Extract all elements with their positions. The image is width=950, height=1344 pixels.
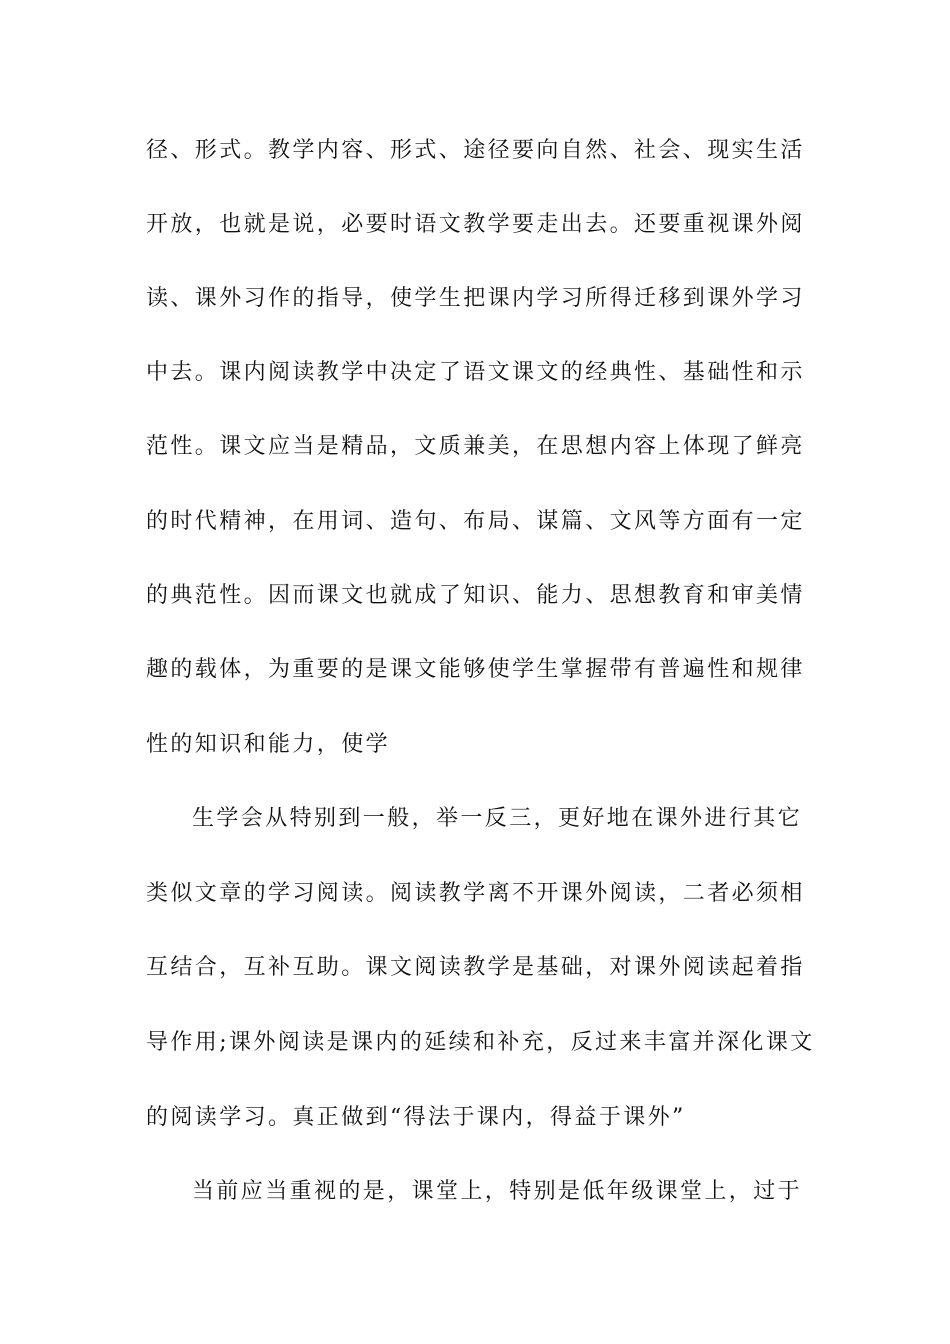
text-line-11: 类似文章的学习阅读。阅读教学离不开课外阅读，二者必须相 xyxy=(146,881,805,906)
text-line-9: 性的知识和能力，使学 xyxy=(146,732,391,757)
text-line-12: 互结合，互补互助。课文阅读教学是基础，对课外阅读起着指 xyxy=(146,955,805,980)
text-line-13: 导作用;课外阅读是课内的延续和补充，反过来丰富并深化课文 xyxy=(146,1030,815,1055)
text-line-6: 的时代精神，在用词、造句、布局、谋篇、文风等方面有一定 xyxy=(146,509,805,534)
text-line-14: 的阅读学习。真正做到“得法于课内，得益于课外” xyxy=(146,1105,686,1130)
text-line-10: 生学会从特别到一般，举一反三，更好地在课外进行其它 xyxy=(192,806,803,831)
text-line-3: 读、课外习作的指导，使学生把课内学习所得迁移到课外学习 xyxy=(146,286,805,311)
text-line-15: 当前应当重视的是，课堂上，特别是低年级课堂上，过于 xyxy=(192,1179,803,1204)
text-line-5: 范性。课文应当是精品，文质兼美，在思想内容上体现了鲜亮 xyxy=(146,434,805,459)
text-line-2: 开放，也就是说，必要时语文教学要走出去。还要重视课外阅 xyxy=(146,212,805,237)
text-line-1: 径、形式。教学内容、形式、途径要向自然、社会、现实生活 xyxy=(146,138,805,163)
text-line-7: 的典范性。因而课文也就成了知识、能力、思想教育和审美情 xyxy=(146,583,805,608)
text-line-4: 中去。课内阅读教学中决定了语文课文的经典性、基础性和示 xyxy=(146,360,805,385)
text-line-8: 趣的载体，为重要的是课文能够使学生掌握带有普遍性和规律 xyxy=(146,657,805,682)
